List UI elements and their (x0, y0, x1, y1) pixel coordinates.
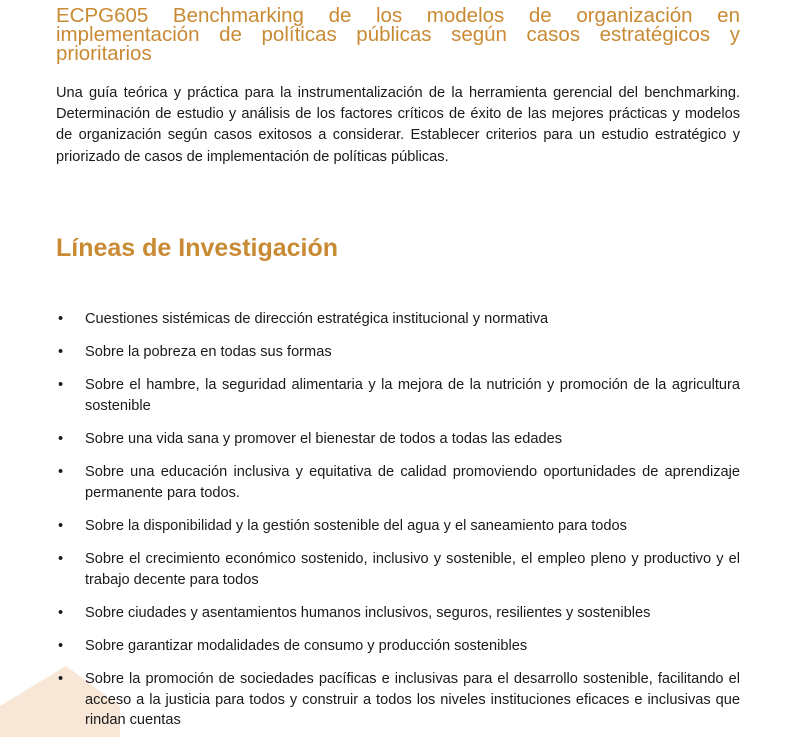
bullet-marker: • (58, 464, 64, 481)
bullet-marker: • (58, 377, 64, 394)
course-title: ECPG605 Benchmarking de los modelos de organización en implementación de políticas públicas según casos estratégicos y prioritarios (56, 4, 740, 65)
list-item-text: Sobre una educación inclusiva y equitativa de calidad promoviendo oportunidades de aprendizaje permanente para todos. (85, 464, 740, 501)
list-item-text: Sobre la disponibilidad y la gestión sostenible del agua y el saneamiento para todos (85, 517, 627, 534)
bullet-marker: • (58, 311, 64, 327)
list-item-text: Sobre el hambre, la seguridad alimentaria y la mejora de la nutrición y promoción de la agricultura sostenible (85, 377, 740, 414)
list-item-text: Sobre la promoción de sociedades pacíficas e inclusivas para el desarrollo sostenible, facilitando el acceso a la justicia para todos y construir a todos los niveles instituciones eficaces e inclusivas que rindan cuentas (85, 670, 740, 729)
list-item-text: Sobre una vida sana y promover el bienestar de todos a todas las edades (85, 430, 563, 447)
bullet-marker: • (58, 344, 64, 361)
list-item (56, 516, 740, 537)
list-item (56, 342, 740, 363)
list-item-text: Sobre el crecimiento económico sostenido, inclusivo y sostenible, el empleo pleno y productivo y el trabajo decente para todos (85, 550, 740, 588)
bullet-marker: • (58, 550, 64, 567)
research-lines-heading: Líneas de Investigación (56, 234, 339, 262)
list-item-text: Cuestiones sistémicas de dirección estratégica institucional y normativa (85, 311, 549, 327)
list-item (56, 429, 740, 450)
bullet-marker: • (58, 604, 64, 621)
bullet-marker: • (58, 637, 64, 654)
bullet-marker: • (58, 517, 64, 534)
list-item-text: Sobre la pobreza en todas sus formas (85, 344, 332, 361)
list-item (56, 603, 740, 624)
bullet-marker: • (58, 670, 64, 687)
research-lines-list (56, 309, 740, 743)
list-item (56, 669, 740, 731)
list-item (56, 309, 740, 330)
bullet-marker: • (58, 430, 64, 447)
list-item (56, 462, 740, 503)
list-item-text: Sobre garantizar modalidades de consumo y producción sostenibles (85, 637, 528, 654)
list-item (56, 375, 740, 416)
list-item (56, 636, 740, 657)
list-item (56, 549, 740, 590)
course-description: Una guía teórica y práctica para la instrumentalización de la herramienta gerencial del benchmarking. Determinación de estudio y análisis de los factores críticos de éxito de las mejores prácticas y modelos de organización según casos exitosos a considerar. Establecer criterios para un estudio estratégico y priorizado de casos de implementación de políticas públicas. (56, 85, 740, 165)
list-item-text: Sobre ciudades y asentamientos humanos inclusivos, seguros, resilientes y sostenibles (85, 604, 651, 621)
